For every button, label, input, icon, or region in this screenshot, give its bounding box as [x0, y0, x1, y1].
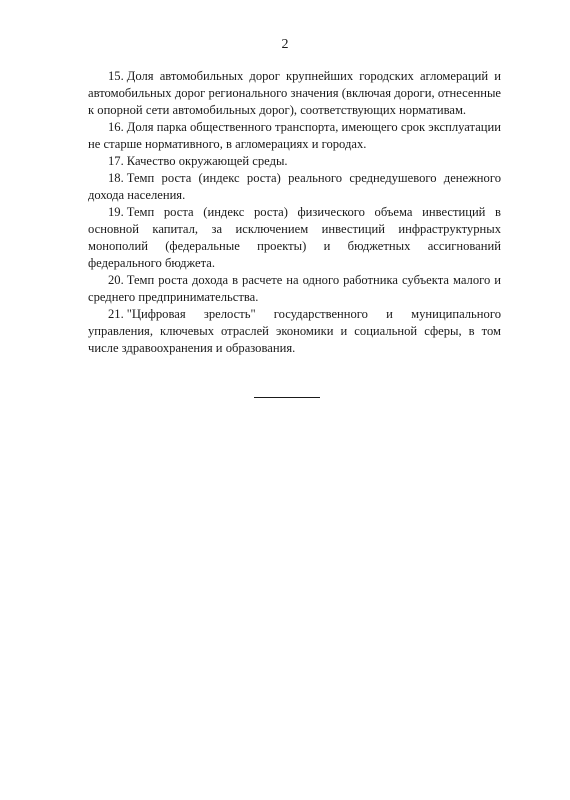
item-text: Темп роста (индекс роста) физического объема инвестиций в основной капитал, за исключением инвестиций инфраструктурных монополий (федеральные проекты) и бюджетных ассигнований федерального бюджета.	[88, 205, 501, 271]
item-text: "Цифровая зрелость" государственного и муниципального управления, ключевых отраслей экономики и социальной сферы, в том числе здравоохранения и образования.	[88, 307, 501, 356]
item-number: 15.	[108, 69, 124, 83]
list-item-17	[88, 153, 501, 170]
page-number: 2	[281, 37, 289, 52]
item-number: 20.	[108, 273, 124, 288]
item-number: 21.	[108, 307, 124, 322]
list-item-21	[88, 306, 501, 357]
item-text: Доля парка общественного транспорта, имеющего срок эксплуатации не старше нормативного, в агломерациях и городах.	[88, 120, 501, 151]
item-number: 17.	[108, 154, 124, 169]
list-item-18	[88, 170, 501, 204]
item-number: 18.	[108, 171, 124, 186]
item-number: 19.	[108, 205, 124, 220]
end-of-document-rule	[254, 397, 320, 398]
item-text: Темп роста дохода в расчете на одного работника субъекта малого и среднего предпринимательства.	[88, 273, 501, 305]
item-number: 16.	[108, 120, 124, 135]
list-item-20	[88, 272, 501, 306]
list-item-16	[88, 119, 501, 153]
item-text: Темп роста (индекс роста) реального среднедушевого денежного дохода населения.	[88, 171, 501, 203]
document-body	[88, 68, 501, 357]
item-text: Качество окружающей среды.	[126, 154, 288, 169]
list-item-19	[88, 204, 501, 272]
item-text: Доля автомобильных дорог крупнейших городских агломераций и автомобильных дорог регионального значения (включая дороги, отнесенные к опорной сети автомобильных дорог), соответствующих нормативам.	[88, 69, 501, 117]
list-item-15	[88, 68, 501, 119]
